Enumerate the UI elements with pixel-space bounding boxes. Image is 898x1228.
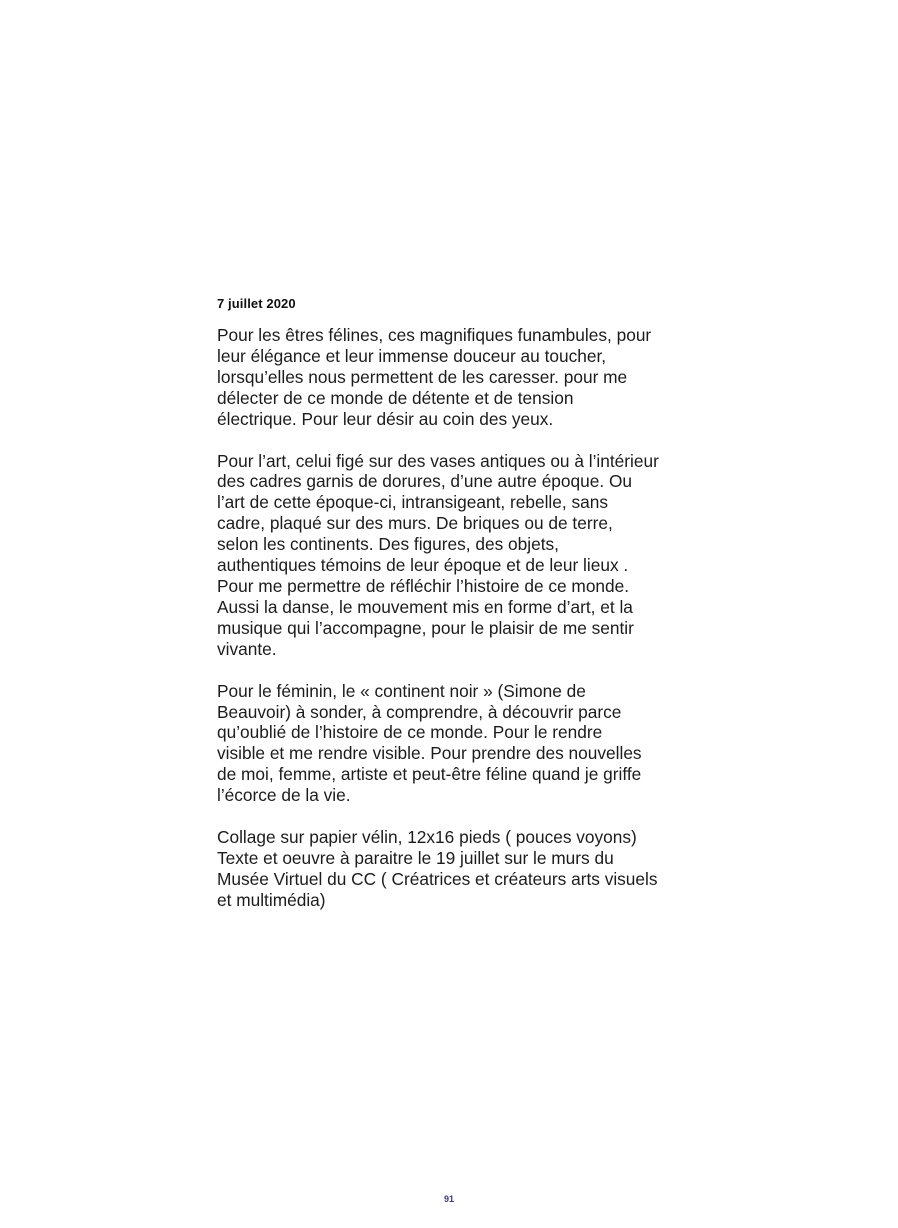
text-line: lorsqu’elles nous permettent de les caresser. pour me bbox=[217, 366, 628, 387]
text-line: musique qui l’accompagne, pour le plaisir de me sentir bbox=[217, 617, 634, 638]
text-line: selon les continents. Des figures, des objets, bbox=[217, 534, 559, 555]
paragraph-feminin bbox=[217, 681, 695, 806]
paragraph-felines bbox=[217, 325, 695, 430]
paragraph-art bbox=[217, 451, 695, 660]
text-line: cadre, plaqué sur des murs. De briques ou de terre, bbox=[217, 513, 613, 534]
text-line: Pour les êtres félines, ces magnifiques funambules, pour bbox=[217, 325, 652, 345]
text-line: authentiques témoins de leur époque et de leur lieux . bbox=[217, 555, 629, 576]
text-line: Musée Virtuel du CC ( Créatrices et créateurs arts visuels bbox=[217, 868, 658, 889]
text-line: et multimédia) bbox=[217, 889, 326, 910]
text-line: de moi, femme, artiste et peut-être féline quand je griffe bbox=[217, 764, 642, 785]
entry-date: 7 juillet 2020 bbox=[217, 296, 296, 311]
text-line: Texte et oeuvre à paraitre le 19 juillet sur le murs du bbox=[217, 847, 614, 868]
text-line: vivante. bbox=[217, 638, 277, 659]
text-line: délecter de ce monde de détente et de tension bbox=[217, 387, 574, 408]
text-line: Pour me permettre de réfléchir l’histoire de ce monde. bbox=[217, 575, 630, 596]
text-line: Pour l’art, celui figé sur des vases antiques ou à l’intérieur bbox=[217, 450, 659, 471]
page-number: 91 bbox=[443, 1194, 454, 1204]
text-line: des cadres garnis de dorures, d’une autre époque. Ou bbox=[217, 471, 633, 492]
text-line: Pour le féminin, le « continent noir » (Simone de bbox=[217, 680, 586, 701]
text-line: électrique. Pour leur désir au coin des yeux. bbox=[217, 408, 554, 429]
text-line: Beauvoir) à sonder, à comprendre, à découvrir parce bbox=[217, 701, 622, 722]
text-line: leur élégance et leur immense douceur au toucher, bbox=[217, 345, 607, 366]
text-line: Collage sur papier vélin, 12x16 pieds ( pouces voyons) bbox=[217, 827, 637, 848]
text-line: l’écorce de la vie. bbox=[217, 785, 351, 806]
text-line: visible et me rendre visible. Pour prendre des nouvelles bbox=[217, 743, 642, 764]
paragraph-collage-note bbox=[217, 827, 695, 911]
text-line: qu’oublié de l’histoire de ce monde. Pour le rendre bbox=[217, 722, 603, 743]
text-line: Aussi la danse, le mouvement mis en forme d’art, et la bbox=[217, 596, 633, 617]
entry-body bbox=[217, 325, 695, 932]
text-line: l’art de cette époque-ci, intransigeant, rebelle, sans bbox=[217, 492, 608, 513]
